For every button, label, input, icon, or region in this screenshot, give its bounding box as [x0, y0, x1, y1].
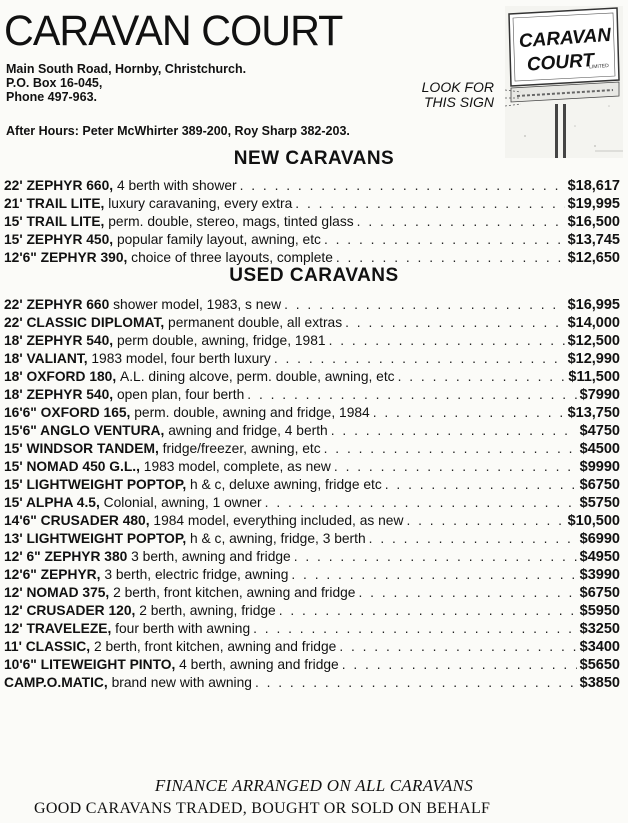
leader-dots: [342, 656, 577, 674]
item-price: $5650: [579, 657, 620, 673]
item-name: 15' NOMAD 450 G.L.,: [4, 459, 140, 474]
item-description: A.L. dining alcove, perm. double, awning, etc: [120, 369, 395, 384]
list-item: [4, 368, 620, 386]
leader-dots: [291, 566, 576, 584]
leader-dots: [279, 602, 577, 620]
list-item: [4, 530, 620, 548]
leader-dots: [247, 386, 576, 404]
item-name: 12' 6" ZEPHYR 380: [4, 549, 128, 564]
list-item: [4, 296, 620, 314]
item-name: 15' LIGHTWEIGHT POPTOP,: [4, 477, 187, 492]
new-caravans-list: [4, 177, 620, 267]
trade-note: GOOD CARAVANS TRADED, BOUGHT OR SOLD ON BEHALF: [34, 800, 491, 817]
item-description: Colonial, awning, 1 owner: [103, 495, 262, 510]
item-name: 15' ZEPHYR 450,: [4, 232, 114, 247]
item-price: $3250: [579, 621, 620, 637]
item-price: $3400: [579, 639, 620, 655]
leader-dots: [334, 458, 577, 476]
item-description: open plan, four berth: [116, 387, 245, 402]
leader-dots: [385, 476, 577, 494]
item-price: $6750: [579, 585, 620, 601]
list-item: [4, 332, 620, 350]
list-item: [4, 476, 620, 494]
item-name: CAMP.O.MATIC,: [4, 675, 108, 690]
item-name: 12'6" ZEPHYR,: [4, 567, 101, 582]
leader-dots: [255, 674, 577, 692]
list-item: [4, 213, 620, 231]
finance-note: FINANCE ARRANGED ON ALL CARAVANS: [154, 776, 474, 795]
item-description: perm. double, awning and fridge, 1984: [134, 405, 370, 420]
item-price: $3990: [579, 567, 620, 583]
item-price: $4950: [579, 549, 620, 565]
item-price: $4750: [579, 423, 620, 439]
list-item: [4, 177, 620, 195]
list-item: [4, 440, 620, 458]
sign-text-line1: CARAVAN: [518, 24, 612, 53]
used-caravans-list: [4, 296, 620, 692]
item-description: 2 berth, front kitchen, awning and fridge: [113, 585, 356, 600]
item-description: 2 berth, awning, fridge: [139, 603, 276, 618]
leader-dots: [265, 494, 577, 512]
item-name: 12'6" ZEPHYR 390,: [4, 250, 128, 265]
item-price: $7990: [579, 387, 620, 403]
list-item: [4, 656, 620, 674]
item-description: 2 berth, front kitchen, awning and fridge: [93, 639, 337, 654]
item-name: 15' TRAIL LITE,: [4, 214, 105, 229]
leader-dots: [329, 332, 565, 350]
item-name: 18' ZEPHYR 540,: [4, 333, 114, 348]
item-description: choice of three layouts, complete: [131, 250, 333, 265]
leader-dots: [339, 638, 576, 656]
item-name: 12' TRAVELEZE,: [4, 621, 112, 636]
item-name: 21' TRAIL LITE,: [4, 196, 105, 211]
item-name: 10'6" LITEWEIGHT PINTO,: [4, 657, 176, 672]
this-sign-line: THIS SIGN: [423, 94, 494, 110]
list-item: [4, 674, 620, 692]
leader-dots: [240, 177, 565, 195]
item-name: 12' CRUSADER 120,: [4, 603, 136, 618]
item-description: perm. double, stereo, mags, tinted glass: [108, 214, 354, 229]
item-description: 4 berth with shower: [116, 178, 237, 193]
item-name: 22' ZEPHYR 660: [4, 297, 110, 312]
item-name: 12' NOMAD 375,: [4, 585, 110, 600]
item-price: $5950: [579, 603, 620, 619]
item-description: popular family layout, awning, etc: [116, 232, 321, 247]
leader-dots: [373, 404, 565, 422]
list-item: [4, 548, 620, 566]
leader-dots: [369, 530, 577, 548]
item-description: 1983 model, four berth luxury: [91, 351, 271, 366]
item-price: $5750: [579, 495, 620, 511]
list-item: [4, 314, 620, 332]
brand-title: CARAVAN COURT: [4, 7, 343, 55]
item-name: 15' WINDSOR TANDEM,: [4, 441, 159, 456]
item-description: luxury caravaning, every extra: [108, 196, 293, 211]
leader-dots: [295, 195, 564, 213]
leader-dots: [398, 368, 566, 386]
list-item: [4, 386, 620, 404]
item-price: $12,650: [567, 250, 620, 266]
new-caravans-heading: NEW CARAVANS: [233, 148, 395, 169]
leader-dots: [324, 231, 565, 249]
leader-dots: [331, 422, 577, 440]
caravan-court-sign-photo: [505, 6, 623, 158]
item-name: 15'6" ANGLO VENTURA,: [4, 423, 165, 438]
leader-dots: [284, 296, 564, 314]
item-price: $6990: [579, 531, 620, 547]
list-item: [4, 638, 620, 656]
leader-dots: [274, 350, 565, 368]
list-item: [4, 422, 620, 440]
list-item: [4, 458, 620, 476]
item-name: 11' CLASSIC,: [4, 639, 91, 654]
after-hours-contacts: After Hours: Peter McWhirter 389-200, Roy Sharp 382-203.: [6, 124, 350, 138]
list-item: [4, 566, 620, 584]
list-item: [4, 602, 620, 620]
leader-dots: [358, 584, 576, 602]
item-price: $10,500: [567, 513, 620, 529]
item-price: $12,990: [567, 351, 620, 367]
used-caravans-heading: USED CARAVANS: [229, 265, 399, 286]
item-price: $16,995: [567, 297, 620, 313]
item-name: 15' ALPHA 4.5,: [4, 495, 100, 510]
item-name: 18' VALIANT,: [4, 351, 88, 366]
item-price: $12,500: [567, 333, 620, 349]
leader-dots: [253, 620, 577, 638]
item-price: $16,500: [567, 214, 620, 230]
list-item: [4, 620, 620, 638]
leader-dots: [294, 548, 577, 566]
leader-dots: [357, 213, 565, 231]
item-name: 18' ZEPHYR 540,: [4, 387, 114, 402]
item-description: 4 berth, awning and fridge: [179, 657, 339, 672]
item-description: 3 berth, awning and fridge: [131, 549, 291, 564]
item-price: $6750: [579, 477, 620, 493]
look-for-sign-caption: [404, 80, 494, 110]
item-name: 18' OXFORD 180,: [4, 369, 117, 384]
item-name: 16'6" OXFORD 165,: [4, 405, 131, 420]
list-item: [4, 494, 620, 512]
item-price: $14,000: [567, 315, 620, 331]
item-description: 3 berth, electric fridge, awning: [104, 567, 289, 582]
list-item: [4, 512, 620, 530]
item-name: 13' LIGHTWEIGHT POPTOP,: [4, 531, 187, 546]
leader-dots: [406, 512, 564, 530]
item-description: four berth with awning: [115, 621, 251, 636]
item-name: 14'6" CRUSADER 480,: [4, 513, 150, 528]
item-description: 1983 model, complete, as new: [143, 459, 331, 474]
leader-dots: [324, 440, 577, 458]
item-price: $13,750: [567, 405, 620, 421]
phone-line: Phone 497-963.: [6, 90, 98, 104]
item-price: $11,500: [568, 369, 620, 385]
sign-text-line2: COURT: [526, 49, 595, 76]
leader-dots: [345, 314, 564, 332]
item-description: brand new with awning: [111, 675, 252, 690]
item-description: h & c, deluxe awning, fridge etc: [190, 477, 382, 492]
po-box-line: P.O. Box 16-045,: [6, 76, 103, 90]
item-price: $19,995: [567, 196, 620, 212]
item-description: awning and fridge, 4 berth: [168, 423, 328, 438]
item-price: $18,617: [567, 178, 620, 194]
item-name: 22' CLASSIC DIPLOMAT,: [4, 315, 165, 330]
item-price: $4500: [579, 441, 620, 457]
item-description: 1984 model, everything included, as new: [153, 513, 404, 528]
list-item: [4, 350, 620, 368]
item-description: shower model, 1983, s new: [113, 297, 282, 312]
list-item: [4, 584, 620, 602]
sign-text-small: LIMITED: [588, 63, 609, 71]
item-description: fridge/freezer, awning, etc: [162, 441, 321, 456]
item-description: permanent double, all extras: [168, 315, 343, 330]
list-item: [4, 195, 620, 213]
item-description: h & c, awning, fridge, 3 berth: [190, 531, 366, 546]
item-price: $3850: [579, 675, 620, 691]
list-item: [4, 231, 620, 249]
item-name: 22' ZEPHYR 660,: [4, 178, 114, 193]
look-for-line: LOOK FOR: [421, 79, 494, 95]
address-line: Main South Road, Hornby, Christchurch.: [6, 62, 247, 76]
item-price: $9990: [579, 459, 620, 475]
item-price: $13,745: [567, 232, 620, 248]
list-item: [4, 404, 620, 422]
address-block: [6, 62, 246, 104]
item-description: perm double, awning, fridge, 1981: [116, 333, 326, 348]
